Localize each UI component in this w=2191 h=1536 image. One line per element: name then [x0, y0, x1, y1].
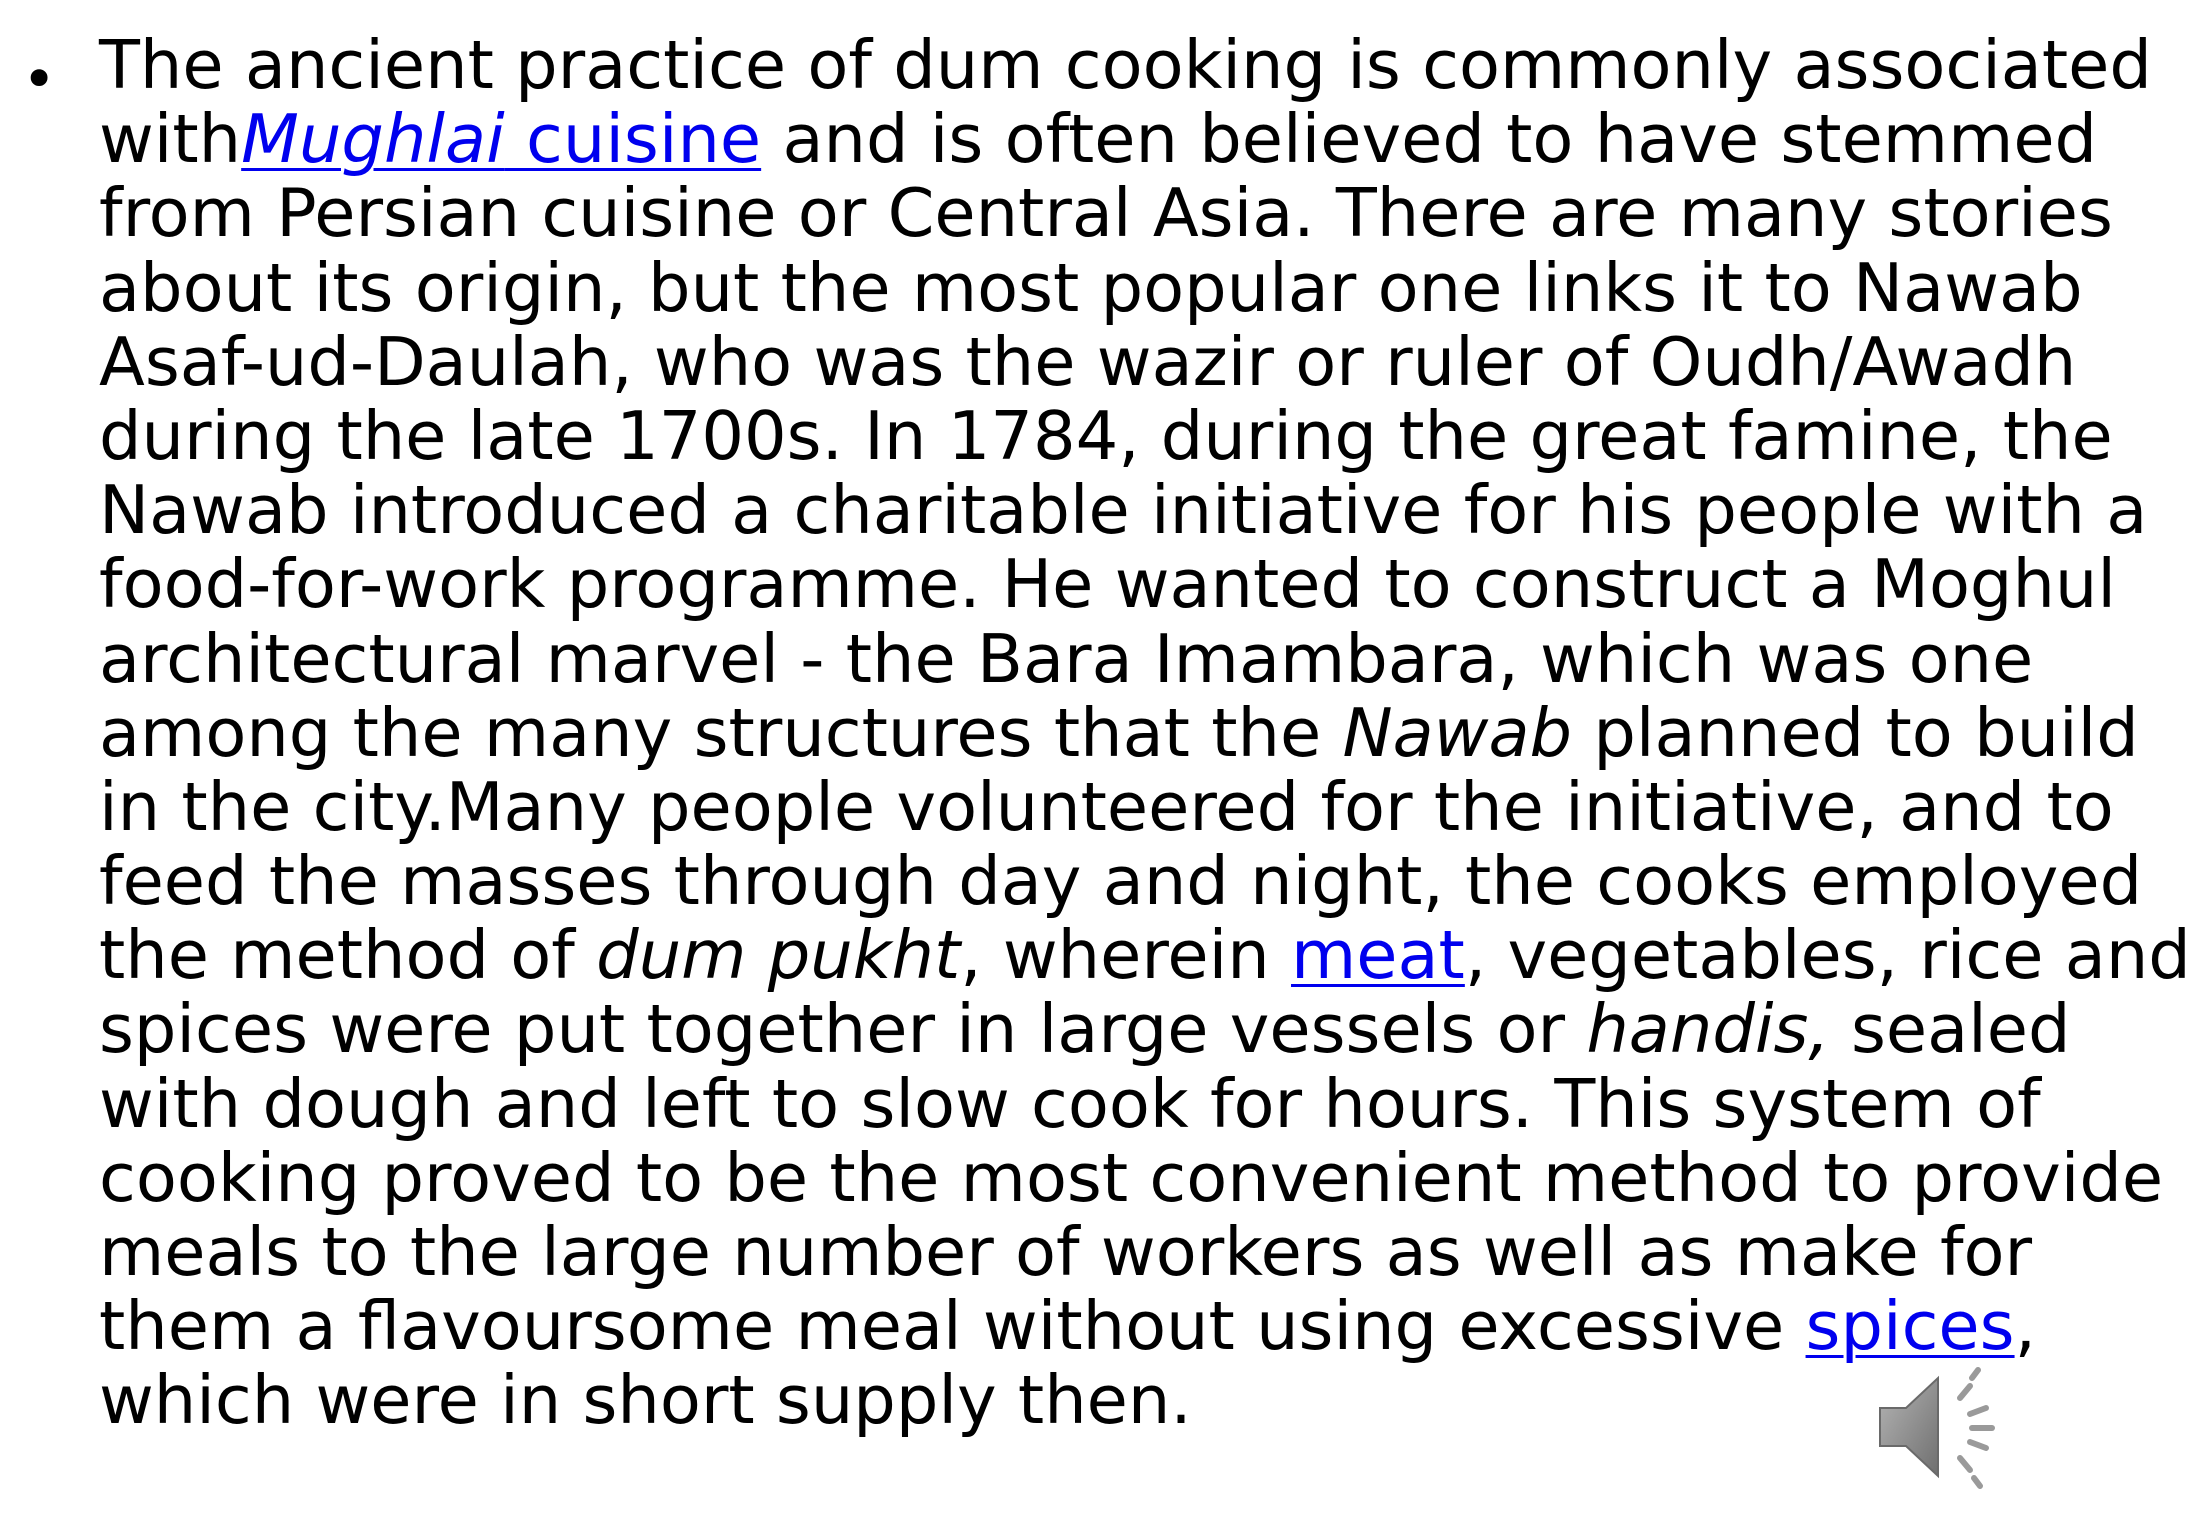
text-line [99, 916, 2191, 995]
hyperlink[interactable]: cuisine [504, 100, 762, 179]
text-line [99, 767, 2114, 846]
hyperlink[interactable]: spices [1805, 1287, 2015, 1366]
text-segment: with [99, 100, 242, 179]
hyperlink[interactable]: meat [1291, 916, 1465, 995]
text-segment: them a flavoursome meal without using excessive [99, 1287, 1806, 1366]
text-line [99, 1361, 2049, 1440]
text-line [99, 471, 2148, 550]
text-segment: feed the masses through day and night, the cooks employed [99, 842, 2143, 921]
text-line [99, 1064, 2049, 1143]
text-segment: and is often believed to have stemmed [761, 100, 2098, 179]
text-line [99, 396, 2113, 475]
text-line [99, 842, 2143, 921]
text-line [99, 248, 2083, 327]
speaker-audio-icon[interactable] [1876, 1362, 2006, 1492]
text-line [99, 693, 2139, 772]
text-segment: , wherein [960, 916, 1292, 995]
text-segment: with dough and left to slow cook for hours. This system of [99, 1064, 2041, 1143]
text-line [99, 1138, 2164, 1217]
text-segment: architectural marvel - the Bara Imambara, which was one [99, 619, 2034, 698]
text-segment: meals to the large number of workers as well as make for [99, 1213, 2033, 1291]
text-segment: from Persian cuisine or Central Asia. There are many stories [99, 174, 2113, 253]
text-segment: about its origin, but the most popular one links it to Nawab [99, 248, 2083, 327]
bullet-paragraph [99, 26, 2191, 1440]
text-segment: handis, [1586, 990, 1830, 1069]
text-line [99, 26, 2152, 104]
text-segment: during the late 1700s. In 1784, during the great famine, the [99, 396, 2113, 475]
text-line [99, 990, 2071, 1069]
text-line [99, 174, 2113, 253]
text-segment: , [2014, 1287, 2036, 1366]
text-segment: sealed [1829, 990, 2071, 1069]
text-segment: Asaf-ud-Daulah, who was the wazir or ruler of Oudh/Awadh [99, 322, 2077, 401]
text-segment: food-for-work programme. He wanted to construct a Moghul [99, 545, 2117, 624]
text-segment: which were in short supply then. [99, 1361, 1192, 1440]
text-line [99, 1287, 2049, 1366]
text-line [99, 545, 2117, 624]
text-segment: planned to build [1572, 693, 2139, 772]
text-line [99, 1215, 2049, 1289]
text-line [99, 100, 2098, 179]
bullet-symbol: • [22, 45, 57, 113]
text-segment: Nawab [1342, 693, 1573, 772]
text-segment: the method of [99, 916, 597, 995]
hyperlink[interactable]: Mughlai [241, 100, 505, 179]
text-segment: The ancient practice of dum cooking is commonly associated [99, 26, 2152, 104]
text-segment: dum pukht [596, 916, 961, 995]
text-segment: among the many structures that the [99, 693, 1343, 772]
text-segment: , vegetables, rice and [1464, 916, 2191, 995]
text-segment: cooking proved to be the most convenient method to provide [99, 1138, 2164, 1217]
text-line [99, 322, 2077, 401]
text-segment: in the city.Many people volunteered for the initiative, and to [99, 767, 2114, 846]
text-segment: Nawab introduced a charitable initiative for his people with a [99, 471, 2148, 550]
text-segment: spices were put together in large vessels or [99, 990, 1587, 1069]
text-line [99, 619, 2049, 698]
